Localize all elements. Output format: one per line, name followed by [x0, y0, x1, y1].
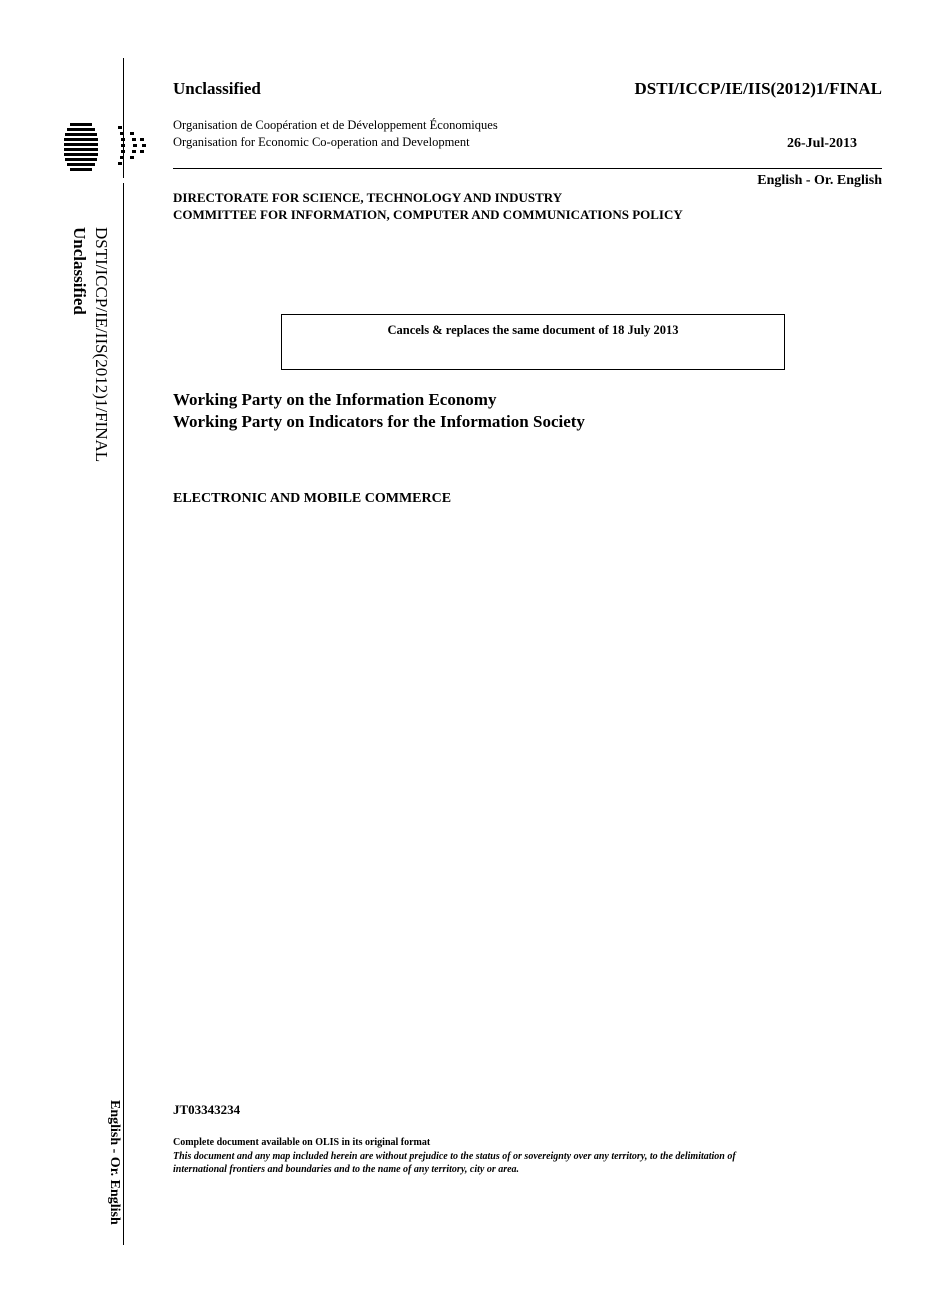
cancels-notice-text: Cancels & replaces the same document of 18 July 2013	[387, 323, 679, 337]
organisation-name-fr: Organisation de Coopération et de Développement Économiques	[173, 118, 498, 132]
working-party-1: Working Party on the Information Economy	[173, 390, 497, 409]
directorate-name: DIRECTORATE FOR SCIENCE, TECHNOLOGY AND INDUSTRY	[173, 190, 563, 205]
margin-rule-main	[123, 183, 124, 1245]
side-language: English - Or. English	[107, 1100, 122, 1225]
working-party-2: Working Party on Indicators for the Information Society	[173, 412, 585, 431]
disclaimer-line-1: This document and any map included herein are without prejudice to the status of or sovereignty over any territory, to the delimitation of	[173, 1151, 736, 1162]
document-reference: DSTI/ICCP/IE/IIS(2012)1/FINAL	[634, 79, 882, 98]
language-label: English - Or. English	[757, 173, 882, 188]
side-classification: Unclassified	[70, 227, 89, 315]
disclaimer-line-2: international frontiers and boundaries and to the name of any territory, city or area.	[173, 1164, 520, 1175]
committee-name: COMMITTEE FOR INFORMATION, COMPUTER AND COMMUNICATIONS POLICY	[173, 207, 683, 222]
header-divider	[173, 168, 882, 169]
classification-label: Unclassified	[173, 79, 261, 98]
side-doc-reference: DSTI/ICCP/IE/IIS(2012)1/FINAL	[92, 227, 111, 463]
olis-availability: Complete document available on OLIS in its original format	[173, 1137, 431, 1148]
document-date: 26-Jul-2013	[787, 136, 857, 151]
document-title: ELECTRONIC AND MOBILE COMMERCE	[173, 491, 452, 506]
oecd-globe-logo-icon	[60, 118, 152, 176]
cancels-notice-box	[281, 314, 785, 370]
job-number: JT03343234	[173, 1102, 241, 1117]
organisation-name-en: Organisation for Economic Co-operation and Development	[173, 135, 470, 149]
